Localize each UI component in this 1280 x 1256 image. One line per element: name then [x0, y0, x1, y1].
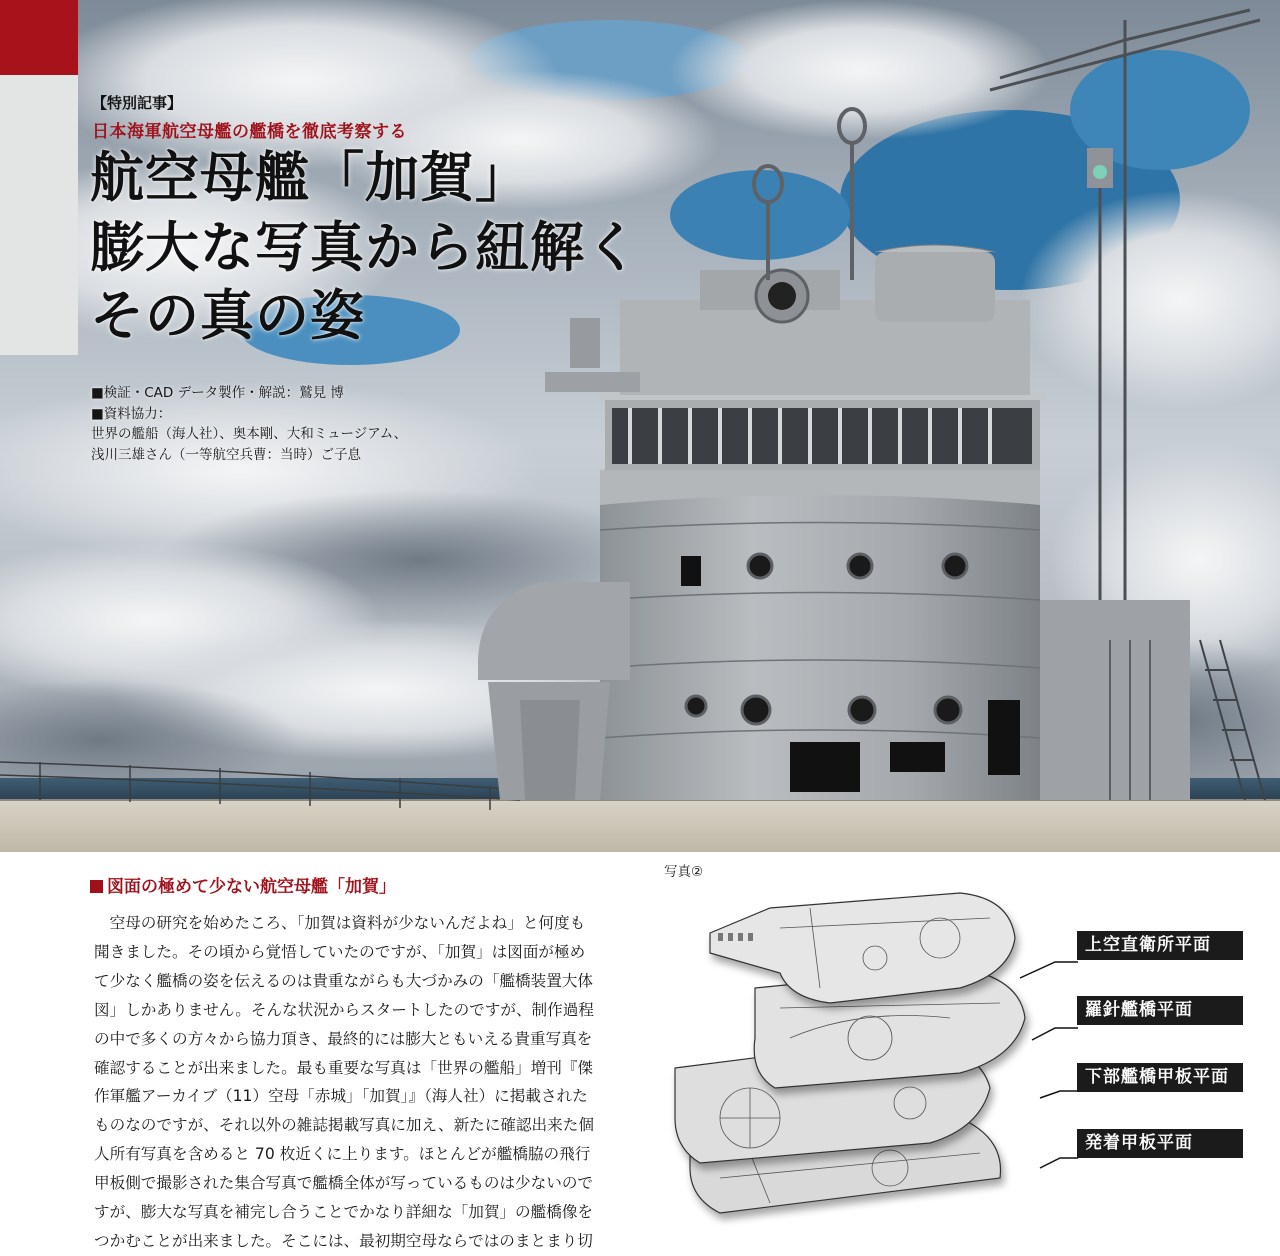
corner-accent-grey: [0, 75, 78, 355]
body-line: すが、膨大な写真を補完し合うことでかなり詳細な「加賀」の艦橋像を: [94, 1203, 594, 1222]
article-subtitle: 日本海軍航空母艦の艦橋を徹底考察する: [92, 122, 407, 142]
deck-label-flight-deck: 発着甲板平面: [1077, 1129, 1243, 1158]
deck-label-lower-bridge: 下部艦橋甲板平面: [1077, 1063, 1243, 1092]
section-heading-text: 図面の極めて少ない航空母艦「加賀」: [107, 877, 396, 897]
deck-plan-stack-figure: [660, 878, 1080, 1223]
credits-line: 世界の艦船（海人社）、奥本剛、大和ミュージアム、: [91, 426, 408, 442]
body-line: て少なく艦橋の姿を伝えるのは貴重ながらも大づかみの「艦橋装置大体: [94, 971, 594, 990]
body-line: つかむことが出来ました。そこには、最初期空母ならではのまとまり切: [94, 1231, 593, 1250]
body-line: 空母の研究を始めたころ、「加賀は資料が少ないんだよね」と何度も: [94, 914, 586, 932]
body-line: 人所有写真を含めると 70 枚近くに上ります。ほとんどが艦橋脇の飛行: [94, 1145, 591, 1164]
body-line: 図」しかありません。そんな状況からスタートしたのですが、制作過程: [94, 1000, 594, 1019]
credits-line: 浅川三雄さん（一等航空兵曹：当時）ご子息: [91, 446, 361, 463]
body-line: 確認することが出来ました。最も重要な写真は「世界の艦船」増刊『傑: [94, 1058, 594, 1077]
body-line: 甲板側で撮影された集合写真で艦橋全体が写っているものは少ないので: [94, 1174, 594, 1193]
section-heading: [90, 872, 396, 897]
article-title-line-1: 航空母艦「加賀」: [90, 146, 530, 209]
article-category-tag: 【特別記事】: [92, 94, 183, 112]
deck-label-compass-bridge: 羅針艦橋平面: [1077, 996, 1243, 1025]
deck-label-air-defense: 上空直衛所平面: [1077, 931, 1243, 960]
body-line: 聞きました。その頃から覚悟していたのですが、「加賀」は図面が極め: [94, 942, 586, 961]
article-title-line-3: その真の姿: [90, 284, 365, 347]
corner-accent-red: [0, 0, 78, 75]
heading-square-icon: [90, 880, 103, 893]
credits-line: ■検証・CAD データ製作・解説：鷲見 博: [91, 385, 344, 401]
body-line: ものなのですが、それ以外の雑誌掲載写真に加え、新たに確認出来た個: [94, 1116, 594, 1135]
article-body: [94, 909, 642, 1256]
article-title-line-2: 膨大な写真から紐解く: [90, 216, 640, 279]
credits-block: [91, 383, 407, 465]
body-line: 作軍艦アーカイブ（11）空母「赤城」「加賀」』（海人社）に掲載された: [94, 1087, 588, 1106]
credits-line: ■資料協力：: [91, 405, 172, 422]
body-line: の中で多くの方々から協力頂き、最終的には膨大ともいえる貴重写真を: [94, 1029, 593, 1048]
photo-label: 写真②: [664, 864, 704, 880]
